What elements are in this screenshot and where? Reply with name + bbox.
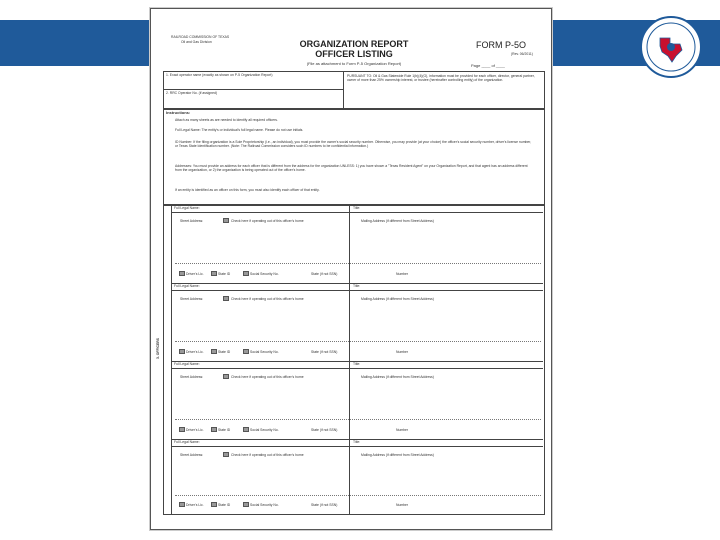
- officers-side-label: 3. OFFICERS: [156, 338, 160, 359]
- officer-name-label[interactable]: Full Legal Name:: [174, 362, 200, 366]
- ssn-label: Social Security No.: [250, 428, 279, 432]
- operator-number-field[interactable]: 2. RRC Operator No. (if assigned): [166, 91, 218, 95]
- ssn-label: Social Security No.: [250, 503, 279, 507]
- state-issue-label[interactable]: State (if not SSN): [311, 428, 338, 432]
- instruction-legal-name: Full Legal Name: The entity's or individual's full legal name. Please do not use initials.: [175, 128, 304, 132]
- officer-block-3: [171, 361, 543, 439]
- id-number-label[interactable]: Number: [396, 350, 409, 354]
- drivers-license-label: Driver's Lic.: [186, 503, 204, 507]
- mailing-address-label[interactable]: Mailing Address (if different from Street Address): [361, 453, 434, 457]
- pursuant-text: PURSUANT TO: Oil & Gas Statewide Rule 1(b)(4)(G), information must be provided for each officer, director, general partner, owner of more than 25% ownership interest, or trustee (hereinafter controlling entity) of the organization.: [347, 74, 535, 83]
- mailing-address-label[interactable]: Mailing Address (if different from Street Address): [361, 297, 434, 301]
- mailing-address-label[interactable]: Mailing Address (if different from Street Address): [361, 375, 434, 379]
- instruction-attach: Attach as many sheets as are needed to identify all required officers.: [175, 118, 278, 122]
- instruction-addresses: Addresses: You must provide an address for each officer that is different from the address for the organization UNLESS: 1) you have shown a "Texas Resident Agent" on your Organization Report, and that agent has an address different from the organization, or 2) the organization is being operated out of the officer's home.: [175, 164, 528, 173]
- state-id-checkbox[interactable]: [211, 349, 217, 354]
- drivers-license-label: Driver's Lic.: [186, 350, 204, 354]
- officer-block-4: [171, 439, 543, 515]
- state-id-checkbox[interactable]: [211, 427, 217, 432]
- form-title-line2: OFFICER LISTING: [315, 49, 393, 59]
- officer-name-label[interactable]: Full Legal Name:: [174, 206, 200, 210]
- drivers-license-checkbox[interactable]: [179, 271, 185, 276]
- state-issue-label[interactable]: State (if not SSN): [311, 503, 338, 507]
- street-address-label[interactable]: Street Address:: [180, 297, 204, 301]
- street-address-label[interactable]: Street Address:: [180, 375, 204, 379]
- home-checkbox[interactable]: [223, 374, 229, 379]
- officer-title-label[interactable]: Title:: [353, 206, 361, 210]
- form-title: ORGANIZATION REPORT: [299, 39, 409, 49]
- ssn-checkbox[interactable]: [243, 502, 249, 507]
- ssn-label: Social Security No.: [250, 350, 279, 354]
- ssn-label: Social Security No.: [250, 272, 279, 276]
- home-checkbox[interactable]: [223, 218, 229, 223]
- instructions-heading: Instructions:: [166, 110, 191, 115]
- home-checkbox-label: Check here if operating out of this officer's home: [231, 453, 304, 457]
- state-id-checkbox[interactable]: [211, 271, 217, 276]
- officer-name-label[interactable]: Full Legal Name:: [174, 284, 200, 288]
- form-page: [150, 8, 552, 530]
- officer-title-label[interactable]: Title:: [353, 284, 361, 288]
- street-address-label[interactable]: Street Address:: [180, 219, 204, 223]
- operator-name-field[interactable]: 1. Exact operator name (exactly as shown on P-5 Organization Report): [166, 73, 273, 77]
- instruction-id-number: ID Number: If the filing organization is a Sole Proprietorship (i.e., an individual), you must provide the owner's social security number. Otherwise, you may provide (at your choice) the officer's social security number, driver's license number, or Texas State Identification number. (Note: The Railroad Commission considers such ID numbers to be confidential information.): [175, 140, 532, 149]
- ssn-checkbox[interactable]: [243, 271, 249, 276]
- state-id-label: State ID: [218, 428, 231, 432]
- state-issue-label[interactable]: State (if not SSN): [311, 272, 338, 276]
- railroad-commission-seal-icon: [640, 16, 702, 78]
- officer-title-label[interactable]: Title:: [353, 362, 361, 366]
- home-checkbox-label: Check here if operating out of this officer's home: [231, 297, 304, 301]
- ssn-checkbox[interactable]: [243, 427, 249, 432]
- home-checkbox[interactable]: [223, 296, 229, 301]
- street-address-label[interactable]: Street Address:: [180, 453, 204, 457]
- state-issue-label[interactable]: State (if not SSN): [311, 350, 338, 354]
- state-id-label: State ID: [218, 503, 231, 507]
- form-revision: (Rev. 06/2011): [511, 52, 533, 56]
- mailing-address-label[interactable]: Mailing Address (if different from Street Address): [361, 219, 434, 223]
- agency-division: Oil and Gas Division: [181, 40, 212, 44]
- officer-block-1: [171, 205, 543, 283]
- form-number: FORM P-5O: [476, 40, 527, 50]
- officer-name-label[interactable]: Full Legal Name:: [174, 440, 200, 444]
- officer-title-label[interactable]: Title:: [353, 440, 361, 444]
- home-checkbox-label: Check here if operating out of this officer's home: [231, 219, 304, 223]
- drivers-license-label: Driver's Lic.: [186, 428, 204, 432]
- instruction-entity: If an entity is identified as an officer on this form, you must also identify each officer of that entity.: [175, 188, 320, 192]
- home-checkbox-label: Check here if operating out of this officer's home: [231, 375, 304, 379]
- agency-name: RAILROAD COMMISSION OF TEXAS: [171, 35, 230, 39]
- id-number-label[interactable]: Number: [396, 503, 409, 507]
- page-count: Page ____ of ____: [471, 63, 505, 68]
- home-checkbox[interactable]: [223, 452, 229, 457]
- drivers-license-label: Driver's Lic.: [186, 272, 204, 276]
- id-number-label[interactable]: Number: [396, 272, 409, 276]
- state-id-label: State ID: [218, 350, 231, 354]
- officer-block-2: [171, 283, 543, 361]
- state-id-checkbox[interactable]: [211, 502, 217, 507]
- id-number-label[interactable]: Number: [396, 428, 409, 432]
- state-id-label: State ID: [218, 272, 231, 276]
- ssn-checkbox[interactable]: [243, 349, 249, 354]
- drivers-license-checkbox[interactable]: [179, 427, 185, 432]
- drivers-license-checkbox[interactable]: [179, 349, 185, 354]
- drivers-license-checkbox[interactable]: [179, 502, 185, 507]
- form-subtitle: (File as attachment to Form P-5 Organization Report): [306, 61, 402, 66]
